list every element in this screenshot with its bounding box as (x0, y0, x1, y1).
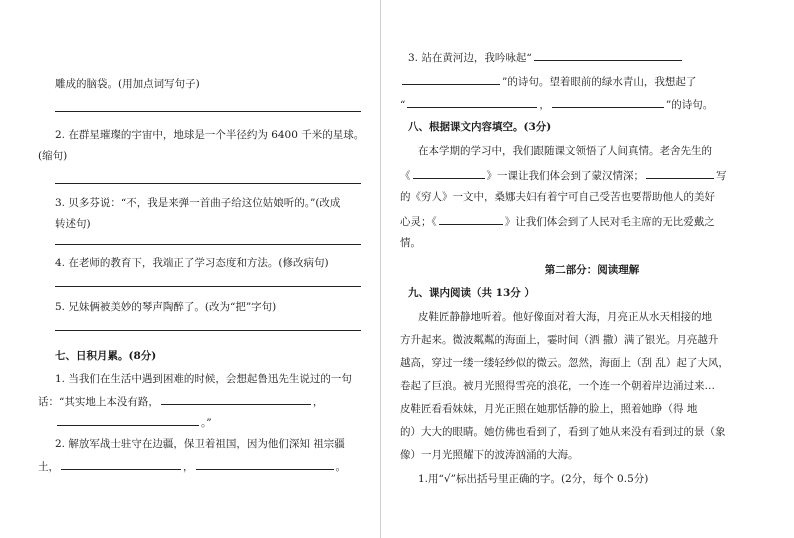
part-2-title: 第二部分：阅读理解 (544, 264, 640, 276)
passage-line-2: 方升起来。微波粼粼的海面上，霎时间（洒 撒）满了银光。月亮越升 (400, 334, 719, 346)
answer-line-q5[interactable] (55, 330, 361, 331)
answer-line-q3[interactable] (55, 244, 361, 245)
blank-quote-1[interactable] (161, 393, 311, 405)
prefix: 3. 站在黄河边，我吟咏起“ (408, 52, 532, 64)
section-8-line3: 的《穷人》一文中，桑娜夫妇有着宁可自己受苦也要帮助他人的美好 (400, 191, 715, 203)
comma: ， (539, 99, 550, 111)
question-4: 4. 在老师的教育下，我端正了学习态度和方法。(修改病句) (55, 257, 329, 269)
quote-prefix: 话：“其实地上本没有路， (38, 396, 159, 408)
section-7-question-1: 1. 当我们在生活中遇到困难的时候，会想起鲁迅先生说过的一句 (55, 373, 352, 385)
text: 》一课让我们体会到了蒙汉情深； (486, 170, 644, 182)
question-5: 5. 兄妹俩被美妙的琴声陶醉了。(改为“把”字句) (55, 301, 277, 313)
section-9-title: 九、课内阅读（共 13分 ） (408, 287, 535, 299)
section-7-question-3-line3 (400, 96, 713, 112)
section-7-question-1-line2 (38, 393, 323, 409)
blank-poem-2[interactable] (402, 73, 500, 85)
blank-poem-3[interactable] (407, 96, 537, 108)
section-8-line4 (400, 213, 715, 229)
section-8-title: 八、根据课文内容填空。(3分) (408, 121, 552, 133)
section-8-line1: 在本学期的学习中，我们跟随课文领悟了人间真情。老舍先生的 (418, 145, 712, 157)
prefix: 心灵；《 (400, 216, 437, 228)
quote-end: 。” (201, 417, 212, 429)
section-8-line5: 情。 (400, 237, 421, 249)
section-7-title: 七、日积月累。(8分) (55, 350, 157, 362)
blank-quote-2[interactable] (57, 414, 199, 426)
prefix: 土， (38, 461, 59, 473)
section-7-question-3-line2 (400, 73, 696, 89)
blank-lesson-2[interactable] (439, 213, 503, 225)
text-end: 写 (716, 170, 727, 182)
passage-line-6: 的）大大的眼睛。她仿佛也看到了，看到了她从来没有看到过的景（象 (400, 426, 726, 438)
blank-author[interactable] (646, 167, 714, 179)
blank-verse-2[interactable] (196, 458, 334, 470)
blank-poem-1[interactable] (534, 49, 682, 61)
passage-line-4: 卷起了巨浪。被月光照得雪亮的浪花，一个连一个朝着岸边涌过来… (400, 380, 715, 392)
right-column (390, 0, 794, 538)
question-1-tail: 雕成的脑袋。(用加点词写句子) (55, 78, 200, 90)
suffix: ”的诗句。 (665, 99, 714, 111)
period: 。 (335, 461, 346, 473)
section-9-question-1: 1.用“√”标出括号里正确的字。(2分，每个 0.5分) (418, 473, 649, 485)
passage-line-3: 越高，穿过一缕一缕轻纱似的微云。忽然，海面上（刮 乱）起了大风， (400, 357, 729, 369)
open-bracket: 《 (400, 170, 411, 182)
answer-line-q2[interactable] (55, 183, 361, 184)
blank-poem-4[interactable] (552, 96, 664, 108)
section-8-line2 (400, 167, 727, 183)
question-3-hint: 转述句) (55, 218, 91, 230)
suffix: 》让我们体会到了人民对毛主席的无比爱戴之 (504, 216, 715, 228)
section-7-question-1-line3 (55, 414, 212, 430)
left-column (0, 0, 390, 538)
comma: ， (312, 396, 324, 408)
question-3: 3. 贝多芬说：“不，我是来弹一首曲子给这位姑娘听的。”(改成 (55, 197, 341, 209)
section-7-question-3 (408, 49, 684, 65)
answer-line-q1[interactable] (55, 111, 361, 112)
open-quote: “ (400, 99, 406, 111)
column-divider (380, 0, 381, 538)
section-7-question-2: 2. 解放军战士驻守在边疆，保卫着祖国，因为他们深知 祖宗疆 (55, 438, 345, 450)
passage-line-1: 皮鞋匠静静地听着。他好像面对着大海，月亮正从水天相接的地 (418, 311, 712, 323)
question-2: 2. 在群星璀璨的宇宙中，地球是一个半径约为 6400 千米的星球。 (55, 129, 365, 141)
suffix: ”的诗句。望着眼前的绿水青山，我想起了 (502, 76, 697, 88)
passage-line-5: 皮鞋匠看看妹妹，月光正照在她那恬静的脸上，照着她睁（得 地 (400, 403, 698, 415)
comma: ， (183, 461, 194, 473)
blank-verse-1[interactable] (61, 458, 181, 470)
blank-lesson-1[interactable] (413, 167, 485, 179)
section-7-question-2-line2 (38, 458, 346, 474)
question-2-hint: (缩句) (38, 150, 68, 162)
passage-line-7: 像）一月光照耀下的波涛汹涌的大海。 (400, 449, 579, 461)
answer-line-q4[interactable] (55, 286, 361, 287)
